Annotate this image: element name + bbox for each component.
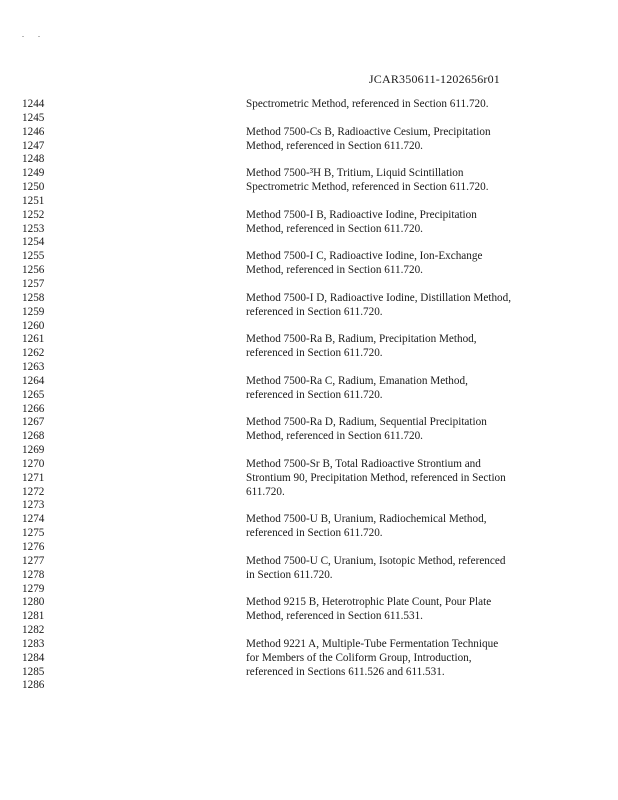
line-row <box>22 223 582 237</box>
line-row <box>22 375 582 389</box>
line-row <box>22 513 582 527</box>
line-number: 1255 <box>22 250 45 263</box>
line-row <box>22 264 582 278</box>
line-row <box>22 306 582 320</box>
line-number: 1266 <box>22 402 45 415</box>
line-row <box>22 347 582 361</box>
line-number: 1285 <box>22 665 45 678</box>
line-number: 1274 <box>22 513 45 526</box>
line-row <box>22 555 582 569</box>
line-row <box>22 679 582 693</box>
line-row <box>22 333 582 347</box>
line-text: Spectrometric Method, referenced in Section 611.720. <box>246 181 489 194</box>
line-text: Method, referenced in Section 611.720. <box>246 222 423 235</box>
line-row <box>22 361 582 375</box>
line-text: Method, referenced in Section 611.720. <box>246 139 423 152</box>
line-text: Method 7500-³H B, Tritium, Liquid Scintillation <box>246 167 464 180</box>
line-row <box>22 167 582 181</box>
line-number: 1279 <box>22 582 45 595</box>
line-text: Method, referenced in Section 611.720. <box>246 430 423 443</box>
line-number: 1247 <box>22 139 45 152</box>
line-text: referenced in Sections 611.526 and 611.531. <box>246 665 445 678</box>
line-row <box>22 140 582 154</box>
line-row <box>22 389 582 403</box>
corner-marks: . . <box>22 30 46 39</box>
line-row <box>22 569 582 583</box>
line-row <box>22 652 582 666</box>
line-text: Method 7500-I D, Radioactive Iodine, Distillation Method, <box>246 291 512 304</box>
line-row <box>22 458 582 472</box>
line-text: Method 7500-Cs B, Radioactive Cesium, Precipitation <box>246 125 491 138</box>
line-number: 1252 <box>22 208 45 221</box>
line-number: 1264 <box>22 374 45 387</box>
line-number: 1282 <box>22 624 45 637</box>
document-id-header: JCAR350611-1202656r01 <box>368 72 500 86</box>
line-number: 1263 <box>22 361 45 374</box>
line-number: 1272 <box>22 485 45 498</box>
line-row <box>22 624 582 638</box>
line-row <box>22 541 582 555</box>
line-row <box>22 98 582 112</box>
line-number: 1244 <box>22 98 45 110</box>
line-number: 1277 <box>22 554 45 567</box>
line-number: 1258 <box>22 291 45 304</box>
line-row <box>22 596 582 610</box>
line-number: 1248 <box>22 153 45 166</box>
numbered-lines <box>22 98 582 693</box>
line-text: Method 7500-Sr B, Total Radioactive Strontium and <box>246 457 481 470</box>
line-number: 1286 <box>22 679 45 692</box>
line-row <box>22 416 582 430</box>
line-text: Method 9215 B, Heterotrophic Plate Count, Pour Plate <box>246 596 492 609</box>
line-number: 1253 <box>22 222 45 235</box>
line-row <box>22 250 582 264</box>
line-number: 1276 <box>22 541 45 553</box>
line-row <box>22 527 582 541</box>
line-number: 1257 <box>22 277 45 290</box>
line-row <box>22 292 582 306</box>
line-text: Method, referenced in Section 611.531. <box>246 610 423 623</box>
line-row <box>22 112 582 126</box>
line-row <box>22 638 582 652</box>
line-number: 1284 <box>22 651 45 664</box>
line-text: Strontium 90, Precipitation Method, referenced in Section <box>246 471 506 484</box>
line-number: 1254 <box>22 236 45 249</box>
line-text: for Members of the Coliform Group, Introduction, <box>246 651 472 664</box>
line-number: 1260 <box>22 319 45 332</box>
line-number: 1281 <box>22 610 45 623</box>
line-text: in Section 611.720. <box>246 568 333 581</box>
line-text: Method, referenced in Section 611.720. <box>246 264 423 277</box>
line-number: 1268 <box>22 430 45 443</box>
line-number: 1275 <box>22 527 45 540</box>
line-text: Method 7500-Ra C, Radium, Emanation Method, <box>246 374 468 387</box>
line-row <box>22 444 582 458</box>
line-row <box>22 126 582 140</box>
line-text: Method 7500-Ra B, Radium, Precipitation Method, <box>246 333 477 346</box>
line-number: 1245 <box>22 111 45 124</box>
line-number: 1273 <box>22 499 45 512</box>
line-row <box>22 236 582 250</box>
line-number: 1280 <box>22 596 45 609</box>
line-row <box>22 278 582 292</box>
line-number: 1250 <box>22 181 45 194</box>
line-row <box>22 472 582 486</box>
line-row <box>22 403 582 417</box>
line-text: referenced in Section 611.720. <box>246 305 383 318</box>
line-text: 611.720. <box>246 485 285 498</box>
line-number: 1246 <box>22 125 45 138</box>
line-number: 1261 <box>22 333 45 346</box>
line-number: 1259 <box>22 305 45 318</box>
line-row <box>22 499 582 513</box>
line-row <box>22 583 582 597</box>
line-number: 1270 <box>22 457 45 470</box>
line-number: 1262 <box>22 347 45 360</box>
line-number: 1267 <box>22 416 45 429</box>
line-row <box>22 320 582 334</box>
line-text: Method 7500-U B, Uranium, Radiochemical Method, <box>246 513 487 526</box>
line-number: 1251 <box>22 194 45 207</box>
line-text: Method 7500-U C, Uranium, Isotopic Method, referenced <box>246 554 506 567</box>
line-text: referenced in Section 611.720. <box>246 388 383 401</box>
line-number: 1269 <box>22 444 45 457</box>
line-row <box>22 153 582 167</box>
line-row <box>22 209 582 223</box>
line-text: Method 7500-Ra D, Radium, Sequential Precipitation <box>246 416 487 429</box>
line-text: referenced in Section 611.720. <box>246 347 383 360</box>
line-text: Spectrometric Method, referenced in Section 611.720. <box>246 98 489 110</box>
line-number: 1256 <box>22 264 45 277</box>
line-number: 1271 <box>22 471 45 484</box>
line-text: Method 7500-I B, Radioactive Iodine, Precipitation <box>246 208 477 221</box>
line-text: referenced in Section 611.720. <box>246 527 383 540</box>
line-row <box>22 610 582 624</box>
line-number: 1265 <box>22 388 45 401</box>
line-row <box>22 666 582 680</box>
line-number: 1283 <box>22 637 45 650</box>
line-number: 1249 <box>22 167 45 180</box>
line-row <box>22 430 582 444</box>
line-number: 1278 <box>22 568 45 581</box>
line-row <box>22 181 582 195</box>
line-text: Method 9221 A, Multiple-Tube Fermentation Technique <box>246 637 499 650</box>
line-row <box>22 195 582 209</box>
line-text: Method 7500-I C, Radioactive Iodine, Ion-Exchange <box>246 250 483 263</box>
line-row <box>22 486 582 500</box>
